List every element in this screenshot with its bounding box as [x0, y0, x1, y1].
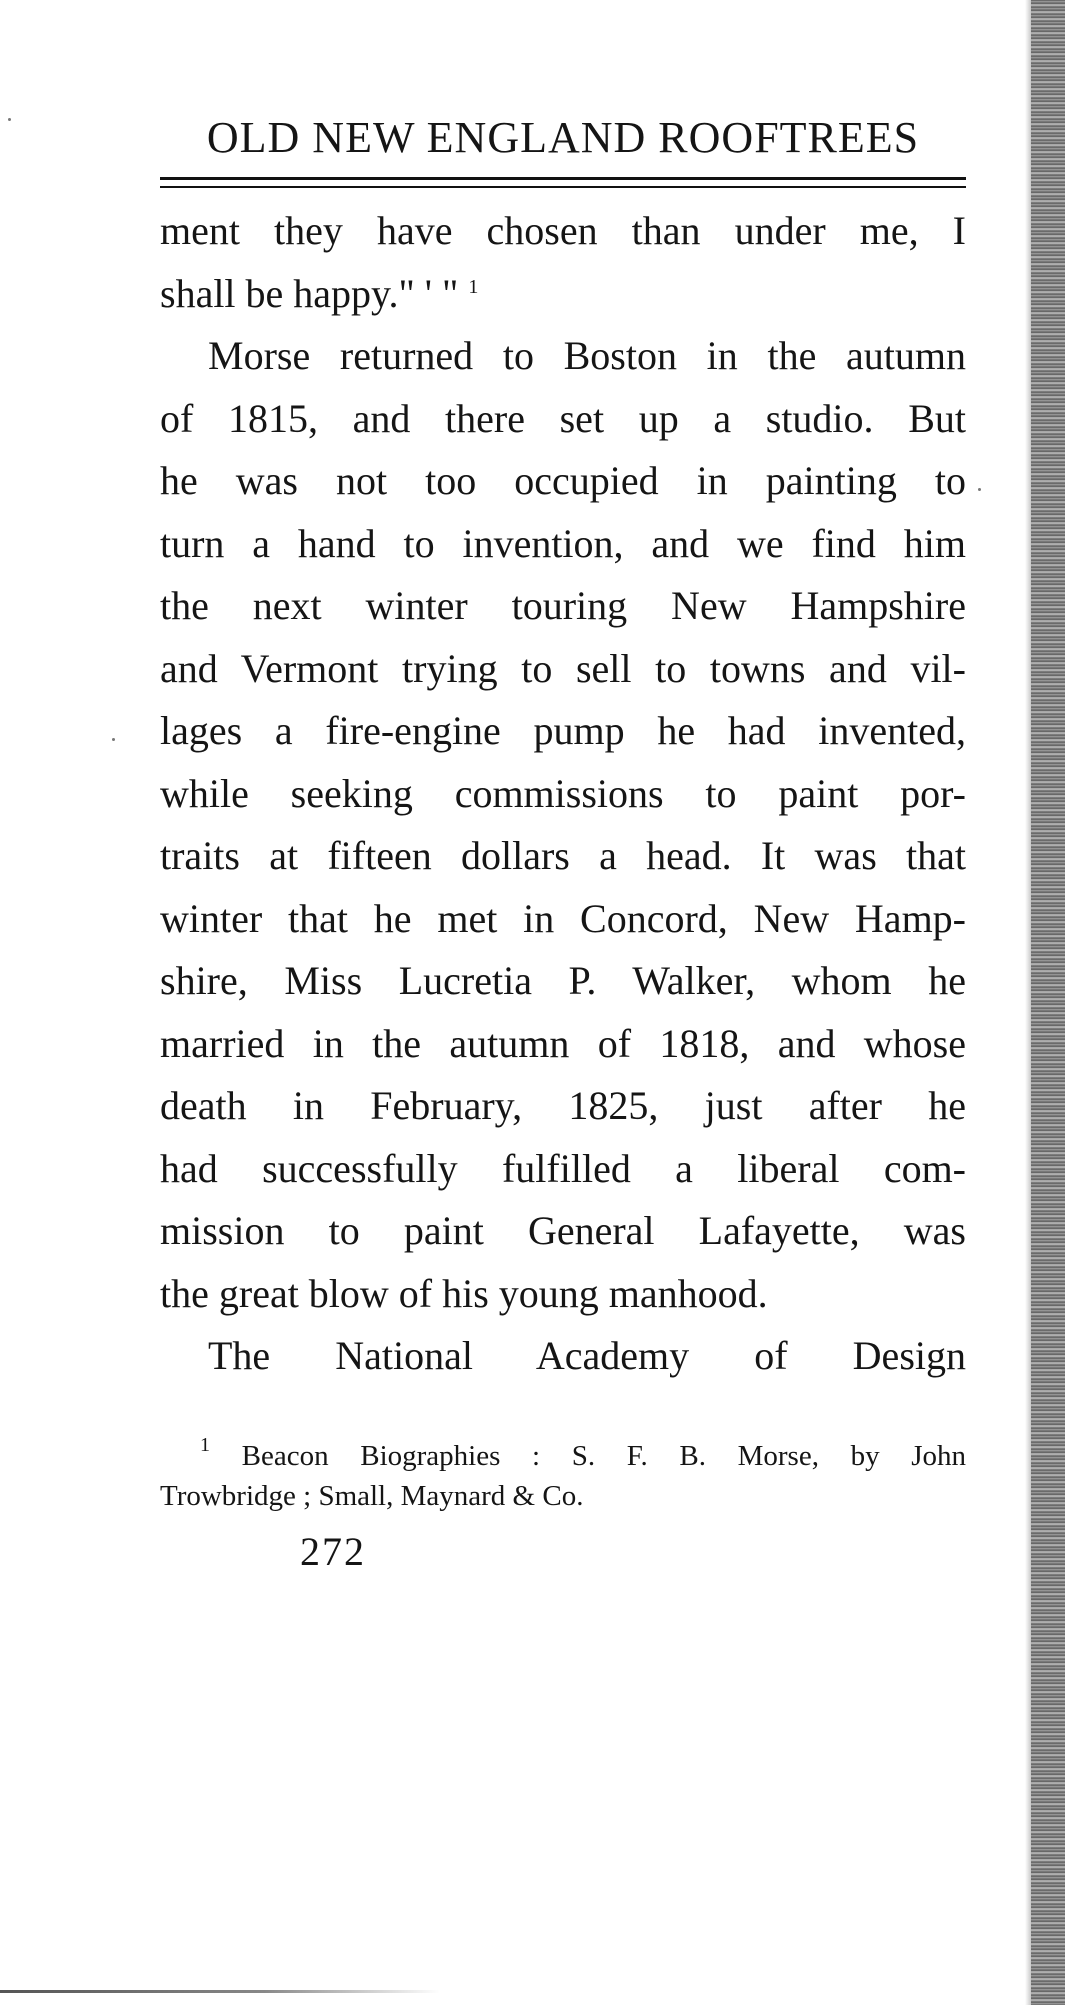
page-number: 272 — [300, 1529, 366, 1574]
page-edge-shadow — [1031, 0, 1065, 2005]
text-line — [160, 263, 966, 326]
text-line: the next winter touring New Hampshire — [160, 583, 966, 628]
text-line: winter that he met in Concord, New Hamp- — [160, 895, 966, 941]
text-line: shire, Miss Lucretia P. Walker, whom he — [160, 958, 966, 1003]
text-line: and Vermont trying to sell to towns and vil- — [160, 645, 966, 691]
footnote-reference: 1 — [468, 275, 479, 298]
paper-speck — [8, 118, 11, 121]
footnote-text: Beacon Biographies : S. F. B. Morse, by John — [241, 1440, 967, 1472]
running-head: OLD NEW ENGLAND ROOFTREES — [206, 113, 920, 162]
text-line: death in February, 1825, just after he — [160, 1083, 966, 1128]
paper-speck — [112, 738, 115, 741]
text-line: traits at fifteen dollars a head. It was that — [160, 833, 966, 878]
text-line: lages a fire-engine pump he had invented, — [160, 708, 966, 753]
text-line: The National Academy of Design — [208, 1333, 966, 1378]
footnote — [160, 1436, 966, 1516]
body-text — [160, 200, 966, 1388]
text-line: of 1815, and there set up a studio. But — [160, 395, 966, 441]
text-line-content: shall be happy." ' " — [160, 270, 459, 316]
header-rule-thin — [160, 186, 966, 188]
text-line: he was not too occupied in painting to — [160, 458, 966, 503]
text-line: mission to paint General Lafayette, was — [160, 1208, 966, 1253]
text-line: Morse returned to Boston in the autumn — [208, 333, 966, 378]
text-line: ment they have chosen than under me, I — [160, 208, 966, 253]
footnote-line: Trowbridge ; Small, Maynard & Co. — [160, 1480, 584, 1512]
page-header — [160, 112, 966, 164]
header-rule-thick — [160, 177, 966, 180]
text-line: married in the autumn of 1818, and whose — [160, 1020, 966, 1066]
page-bottom-edge — [0, 1990, 440, 1993]
text-line: the great blow of his young manhood. — [160, 1270, 768, 1316]
text-line: had successfully fulfilled a liberal com- — [160, 1145, 966, 1191]
footnote-marker: 1 — [200, 1434, 210, 1456]
text-line: while seeking commissions to paint por- — [160, 770, 966, 816]
paper-speck — [978, 488, 981, 491]
footnote-line — [160, 1436, 966, 1476]
text-line: turn a hand to invention, and we find him — [160, 520, 966, 566]
